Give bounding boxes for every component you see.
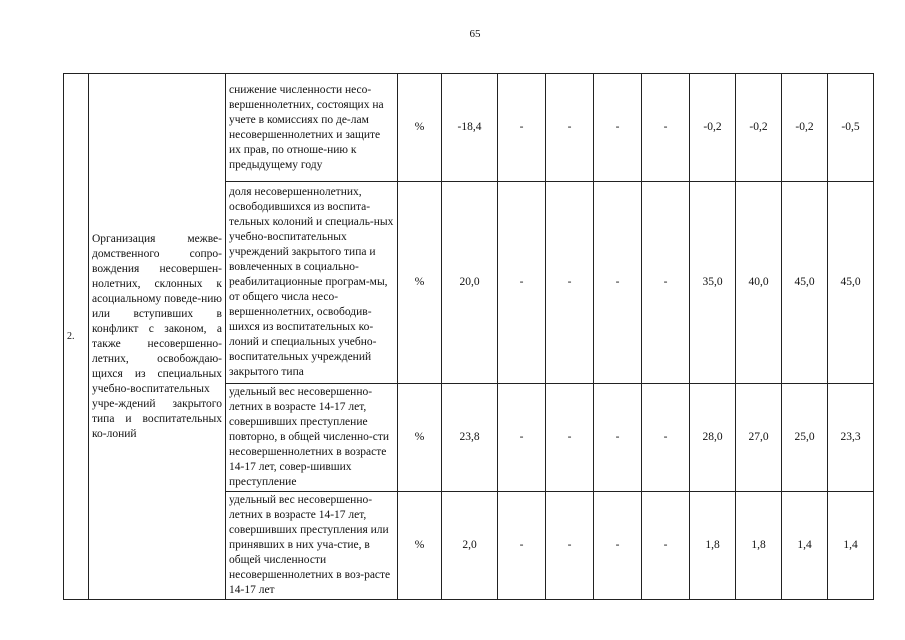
measure-name: Организация межве-домственного сопро-вождения несовершен-нолетних, склонных к асоциальному поведе-нию или вступивших в конфликт с законом, а также несовершенно-летних, освобождаю-щихся из специальных учебно-воспитательных учре-ждений закрытого типа и воспитательных ко-лоний [89, 74, 226, 600]
indicator-value: 27,0 [736, 384, 782, 492]
indicator-value: 1,8 [690, 492, 736, 600]
indicator-value: - [498, 492, 546, 600]
indicator-value: - [546, 74, 594, 182]
indicator-value: 1,4 [782, 492, 828, 600]
indicator-value: -0,2 [690, 74, 736, 182]
indicator-unit: % [398, 182, 442, 384]
indicator-unit: % [398, 384, 442, 492]
indicator-value: - [642, 74, 690, 182]
indicator-value: 25,0 [782, 384, 828, 492]
indicator-value: -0,2 [782, 74, 828, 182]
indicator-value: 40,0 [736, 182, 782, 384]
indicator-value: - [546, 182, 594, 384]
indicator-value: - [642, 182, 690, 384]
indicator-value: - [594, 384, 642, 492]
indicator-value: -0,2 [736, 74, 782, 182]
indicator-value: -18,4 [442, 74, 498, 182]
indicator-value: - [498, 182, 546, 384]
indicator-value: - [594, 74, 642, 182]
indicator-unit: % [398, 492, 442, 600]
page-number: 65 [469, 28, 481, 40]
indicator-value: - [498, 74, 546, 182]
indicator-value: 20,0 [442, 182, 498, 384]
indicator-value: - [642, 384, 690, 492]
indicator-value: 35,0 [690, 182, 736, 384]
indicator-value: 23,3 [828, 384, 874, 492]
indicator-value: - [546, 492, 594, 600]
indicator-description: удельный вес несовершенно-летних в возрасте 14-17 лет, совершивших преступление повторно, в общей численно-сти несовершеннолетних в возрасте 14-17 лет, совер-шивших преступление [226, 384, 398, 492]
indicator-value: 1,8 [736, 492, 782, 600]
indicator-value: 1,4 [828, 492, 874, 600]
indicator-unit: % [398, 74, 442, 182]
indicator-description: снижение численности несо-вершеннолетних, состоящих на учете в комиссиях по де-лам несовершеннолетних и защите их прав, по отноше-нию к предыдущему году [226, 74, 398, 182]
row-number: 2. [64, 74, 89, 600]
indicator-value: - [546, 384, 594, 492]
indicator-value: 2,0 [442, 492, 498, 600]
indicator-value: 45,0 [782, 182, 828, 384]
indicator-value: - [498, 384, 546, 492]
table-row [64, 74, 874, 182]
indicator-value: 45,0 [828, 182, 874, 384]
indicator-value: - [594, 492, 642, 600]
indicator-value: - [642, 492, 690, 600]
indicator-description: доля несовершеннолетних, освободившихся из воспита-тельных колоний и специаль-ных учебно-воспитательных учреждений закрытого типа и вовлеченных в социально-реабилитационные програм-мы, от общего числа несо-вершеннолетних, освободив-шихся из воспитательных ко-лоний и специальных учебно-воспитательных учреждений закрытого типа [226, 182, 398, 384]
indicator-value: - [594, 182, 642, 384]
indicator-table [63, 73, 874, 600]
indicator-value: 28,0 [690, 384, 736, 492]
indicator-description: удельный вес несовершенно-летних в возрасте 14-17 лет, совершивших преступления или принявших в них уча-стие, в общей численности несовершеннолетних в воз-расте 14-17 лет [226, 492, 398, 600]
indicator-value: -0,5 [828, 74, 874, 182]
indicator-value: 23,8 [442, 384, 498, 492]
